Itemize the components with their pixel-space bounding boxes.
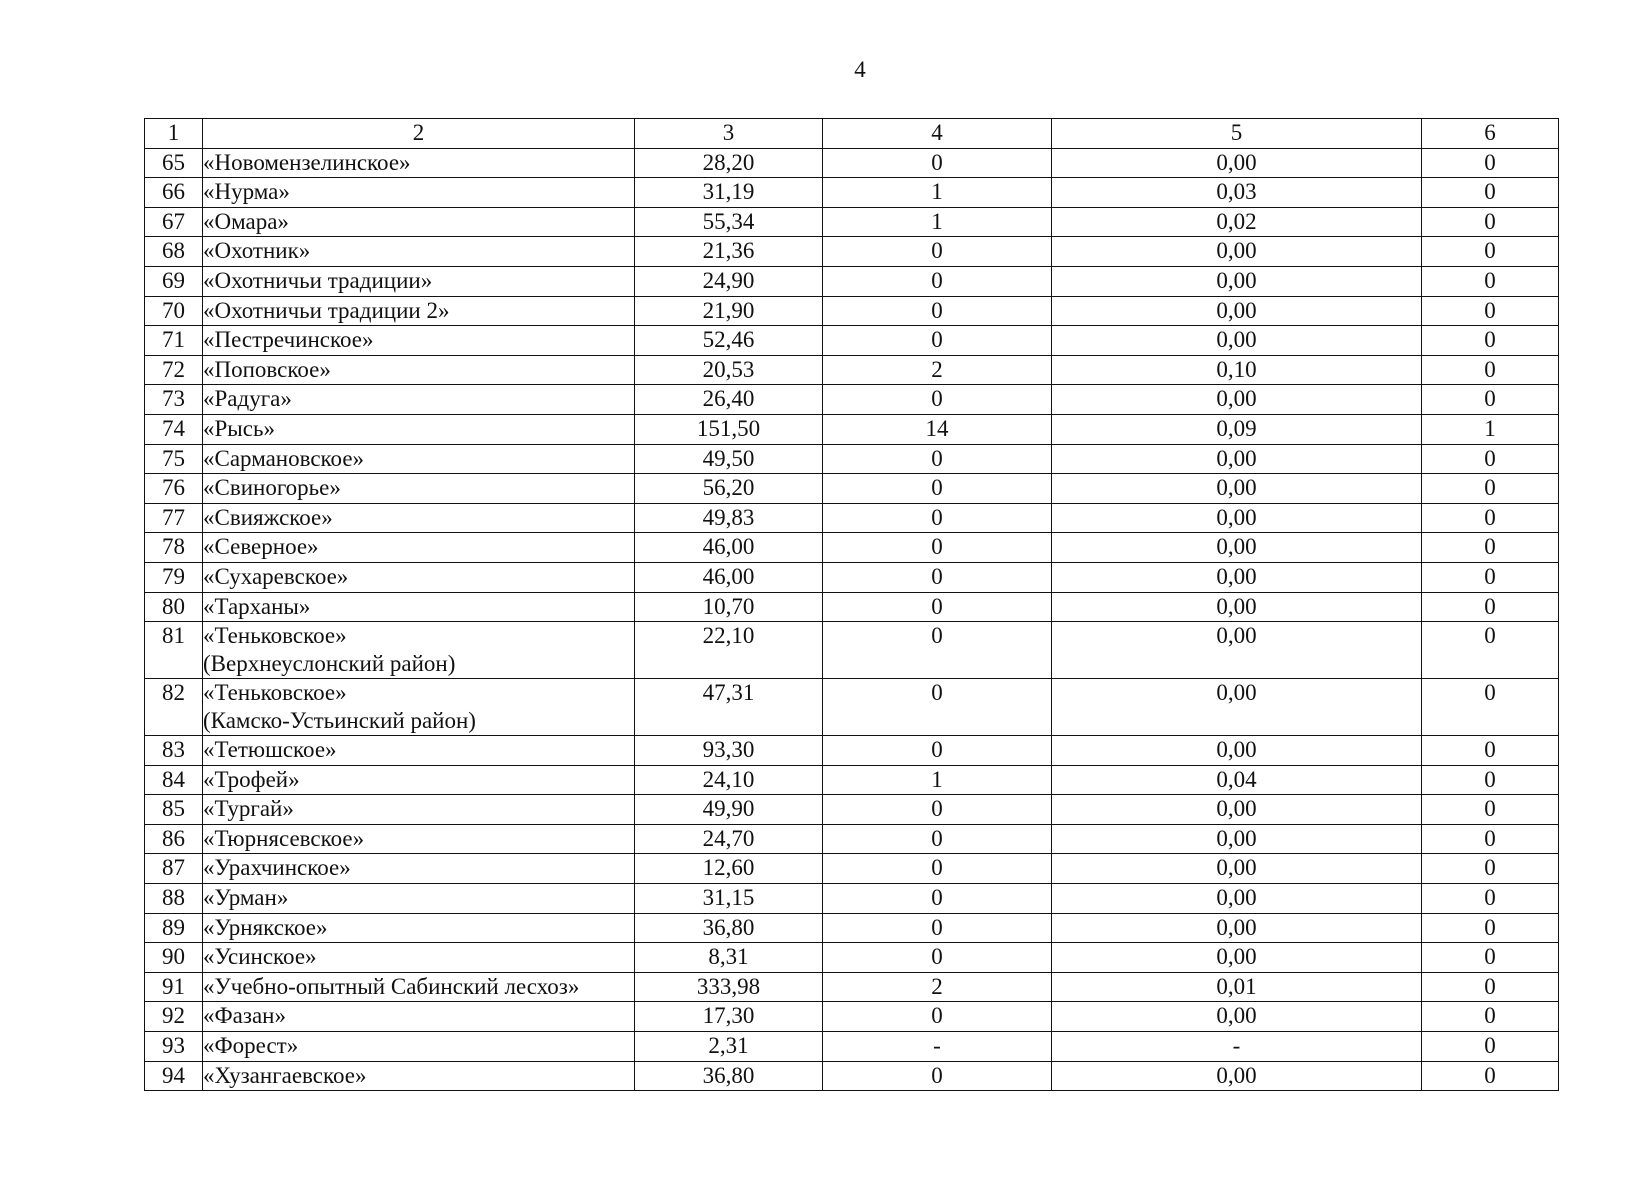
row-name-text: «Охотничьи традиции» (203, 267, 433, 293)
row-name-cell (203, 355, 635, 385)
row-col6-cell: 0 (1422, 1002, 1559, 1032)
row-name-cell (203, 943, 635, 973)
row-col5-cell: 0,00 (1052, 533, 1422, 563)
row-name-cell (203, 178, 635, 208)
row-col4-cell: 0 (823, 943, 1052, 973)
row-col3-cell: 49,90 (635, 795, 823, 825)
table-row (145, 1032, 1559, 1062)
row-col4-cell: 2 (823, 355, 1052, 385)
row-col5-cell: 0,00 (1052, 562, 1422, 592)
row-col3-cell: 2,31 (635, 1032, 823, 1062)
row-col4-cell: - (823, 1032, 1052, 1062)
row-col5-cell: 0,00 (1052, 622, 1422, 679)
row-name-text: «Свиногорье» (203, 475, 341, 501)
row-col4-cell: 0 (823, 444, 1052, 474)
row-name-cell (203, 237, 635, 267)
row-number-cell: 80 (145, 592, 203, 622)
row-col5-cell: 0,00 (1052, 266, 1422, 296)
table-header-row (145, 119, 1559, 149)
row-col5-cell: 0,00 (1052, 385, 1422, 415)
row-col4-cell: 0 (823, 503, 1052, 533)
row-col6-cell: 0 (1422, 795, 1559, 825)
row-name-text: «Тюрнясевское» (203, 825, 365, 851)
row-col5-cell: 0,00 (1052, 943, 1422, 973)
row-col3-cell: 49,83 (635, 503, 823, 533)
row-name-text: «Рысь» (203, 415, 275, 441)
row-col4-cell: 0 (823, 679, 1052, 736)
row-col5-cell: 0,02 (1052, 207, 1422, 237)
row-name-text: «Теньковское» (203, 623, 347, 649)
row-col4-cell: 0 (823, 854, 1052, 884)
header-cell-6: 6 (1422, 119, 1559, 149)
row-col5-cell: 0,00 (1052, 237, 1422, 267)
row-col3-cell: 17,30 (635, 1002, 823, 1032)
table-row (145, 444, 1559, 474)
row-name-cell (203, 1002, 635, 1032)
row-number-cell: 79 (145, 562, 203, 592)
row-name-text: «Омара» (203, 208, 289, 234)
row-name-cell (203, 148, 635, 178)
table-row (145, 592, 1559, 622)
row-name-cell (203, 503, 635, 533)
row-col4-cell: 0 (823, 913, 1052, 943)
row-name-text: «Теньковское» (203, 680, 347, 706)
row-col3-cell: 24,90 (635, 266, 823, 296)
row-col3-cell: 8,31 (635, 943, 823, 973)
row-col6-cell: 0 (1422, 296, 1559, 326)
row-number-cell: 77 (145, 503, 203, 533)
row-number-cell: 92 (145, 1002, 203, 1032)
table-row (145, 148, 1559, 178)
row-col4-cell: 0 (823, 326, 1052, 356)
row-number-cell: 76 (145, 474, 203, 504)
table-row (145, 622, 1559, 679)
row-name-text: «Сармановское» (203, 445, 365, 471)
row-col6-cell: 0 (1422, 533, 1559, 563)
row-name-text: «Форест» (203, 1033, 299, 1059)
row-col3-cell: 20,53 (635, 355, 823, 385)
row-col3-cell: 22,10 (635, 622, 823, 679)
header-cell-1: 1 (145, 119, 203, 149)
row-col6-cell: 0 (1422, 1032, 1559, 1062)
row-col3-cell: 28,20 (635, 148, 823, 178)
row-col3-cell: 31,15 (635, 884, 823, 914)
row-col5-cell: - (1052, 1032, 1422, 1062)
row-col6-cell: 0 (1422, 1061, 1559, 1091)
row-col6-cell: 0 (1422, 943, 1559, 973)
row-col6-cell: 0 (1422, 562, 1559, 592)
row-col6-cell: 0 (1422, 913, 1559, 943)
row-col3-cell: 21,36 (635, 237, 823, 267)
row-col5-cell: 0,01 (1052, 972, 1422, 1002)
row-col4-cell: 2 (823, 972, 1052, 1002)
row-col4-cell: 1 (823, 178, 1052, 208)
row-col6-cell: 0 (1422, 679, 1559, 736)
row-name-text: «Новомензелинское» (203, 149, 411, 175)
row-name-cell (203, 679, 635, 736)
row-name-text: «Сухаревское» (203, 563, 349, 589)
row-col5-cell: 0,00 (1052, 795, 1422, 825)
row-col4-cell: 0 (823, 824, 1052, 854)
row-name-cell (203, 533, 635, 563)
table-row (145, 414, 1559, 444)
row-col4-cell: 0 (823, 736, 1052, 766)
table-body (145, 119, 1559, 1091)
row-name-cell (203, 736, 635, 766)
row-col3-cell: 151,50 (635, 414, 823, 444)
row-col6-cell: 0 (1422, 474, 1559, 504)
row-col6-cell: 0 (1422, 736, 1559, 766)
row-number-cell: 91 (145, 972, 203, 1002)
table-row (145, 503, 1559, 533)
header-cell-4: 4 (823, 119, 1052, 149)
row-name-text: «Поповское» (203, 356, 331, 382)
row-col3-cell: 46,00 (635, 562, 823, 592)
row-number-cell: 75 (145, 444, 203, 474)
table-row (145, 533, 1559, 563)
row-name-cell (203, 1032, 635, 1062)
table-row (145, 972, 1559, 1002)
table-row (145, 854, 1559, 884)
row-name-subtext: (Камско-Устьинский район) (203, 708, 476, 734)
row-number-cell: 93 (145, 1032, 203, 1062)
table-row (145, 824, 1559, 854)
row-col6-cell: 0 (1422, 178, 1559, 208)
table-row (145, 913, 1559, 943)
row-number-cell: 87 (145, 854, 203, 884)
row-col4-cell: 0 (823, 296, 1052, 326)
row-col3-cell: 21,90 (635, 296, 823, 326)
table-row (145, 562, 1559, 592)
row-name-text: «Северное» (203, 534, 319, 560)
table-row (145, 679, 1559, 736)
row-col5-cell: 0,00 (1052, 884, 1422, 914)
row-number-cell: 67 (145, 207, 203, 237)
row-number-cell: 89 (145, 913, 203, 943)
table-row (145, 943, 1559, 973)
row-name-cell (203, 854, 635, 884)
row-col3-cell: 93,30 (635, 736, 823, 766)
row-col6-cell: 0 (1422, 824, 1559, 854)
row-col3-cell: 12,60 (635, 854, 823, 884)
row-number-cell: 74 (145, 414, 203, 444)
row-col3-cell: 31,19 (635, 178, 823, 208)
table-row (145, 1061, 1559, 1091)
row-number-cell: 71 (145, 326, 203, 356)
row-name-cell (203, 385, 635, 415)
row-col3-cell: 55,34 (635, 207, 823, 237)
row-name-subtext: (Верхнеуслонский район) (203, 651, 456, 677)
row-number-cell: 66 (145, 178, 203, 208)
row-col5-cell: 0,00 (1052, 1061, 1422, 1091)
row-number-cell: 69 (145, 266, 203, 296)
row-name-text: «Урман» (203, 885, 289, 911)
row-number-cell: 78 (145, 533, 203, 563)
row-col4-cell: 0 (823, 474, 1052, 504)
row-number-cell: 84 (145, 765, 203, 795)
row-col6-cell: 0 (1422, 237, 1559, 267)
row-col5-cell: 0,00 (1052, 444, 1422, 474)
row-col4-cell: 14 (823, 414, 1052, 444)
row-col4-cell: 0 (823, 237, 1052, 267)
row-number-cell: 68 (145, 237, 203, 267)
row-name-cell (203, 207, 635, 237)
row-col5-cell: 0,00 (1052, 326, 1422, 356)
row-col4-cell: 0 (823, 1002, 1052, 1032)
row-name-cell (203, 622, 635, 679)
row-name-text: «Охотник» (203, 238, 311, 264)
row-number-cell: 72 (145, 355, 203, 385)
row-col3-cell: 24,70 (635, 824, 823, 854)
row-col4-cell: 1 (823, 207, 1052, 237)
row-col3-cell: 36,80 (635, 1061, 823, 1091)
row-col6-cell: 0 (1422, 444, 1559, 474)
row-col4-cell: 0 (823, 884, 1052, 914)
row-col3-cell: 24,10 (635, 765, 823, 795)
row-col3-cell: 26,40 (635, 385, 823, 415)
row-number-cell: 83 (145, 736, 203, 766)
row-col5-cell: 0,04 (1052, 765, 1422, 795)
row-col5-cell: 0,10 (1052, 355, 1422, 385)
row-number-cell: 81 (145, 622, 203, 679)
table-row (145, 266, 1559, 296)
table-row (145, 765, 1559, 795)
table-row (145, 178, 1559, 208)
row-col6-cell: 0 (1422, 854, 1559, 884)
row-col3-cell: 49,50 (635, 444, 823, 474)
row-col5-cell: 0,00 (1052, 679, 1422, 736)
row-number-cell: 85 (145, 795, 203, 825)
data-table (144, 118, 1559, 1091)
row-col6-cell: 0 (1422, 622, 1559, 679)
row-number-cell: 70 (145, 296, 203, 326)
row-number-cell: 88 (145, 884, 203, 914)
row-col4-cell: 0 (823, 533, 1052, 563)
row-col5-cell: 0,00 (1052, 736, 1422, 766)
row-col5-cell: 0,09 (1052, 414, 1422, 444)
row-col6-cell: 0 (1422, 385, 1559, 415)
row-number-cell: 65 (145, 148, 203, 178)
table-row (145, 207, 1559, 237)
row-name-cell (203, 474, 635, 504)
row-name-text: «Радуга» (203, 386, 292, 412)
row-col6-cell: 0 (1422, 207, 1559, 237)
row-col3-cell: 46,00 (635, 533, 823, 563)
header-cell-2: 2 (203, 119, 635, 149)
row-col6-cell: 1 (1422, 414, 1559, 444)
row-number-cell: 94 (145, 1061, 203, 1091)
row-number-cell: 86 (145, 824, 203, 854)
row-col4-cell: 0 (823, 266, 1052, 296)
row-name-cell (203, 296, 635, 326)
row-col4-cell: 0 (823, 795, 1052, 825)
row-col5-cell: 0,00 (1052, 296, 1422, 326)
row-col5-cell: 0,00 (1052, 503, 1422, 533)
row-col5-cell: 0,00 (1052, 592, 1422, 622)
row-name-text: «Нурма» (203, 179, 290, 205)
row-name-text: «Урнякское» (203, 914, 328, 940)
table-row (145, 736, 1559, 766)
row-col3-cell: 47,31 (635, 679, 823, 736)
table-row (145, 326, 1559, 356)
header-cell-5: 5 (1052, 119, 1422, 149)
row-name-text: «Учебно-опытный Сабинский лесхоз» (203, 973, 580, 999)
row-col6-cell: 0 (1422, 326, 1559, 356)
row-col5-cell: 0,00 (1052, 474, 1422, 504)
row-number-cell: 90 (145, 943, 203, 973)
row-col4-cell: 1 (823, 765, 1052, 795)
row-col4-cell: 0 (823, 592, 1052, 622)
row-name-cell (203, 414, 635, 444)
table-row (145, 884, 1559, 914)
row-col3-cell: 333,98 (635, 972, 823, 1002)
row-name-text: «Трофей» (203, 766, 300, 792)
row-name-text: «Урахчинское» (203, 855, 351, 881)
row-col6-cell: 0 (1422, 972, 1559, 1002)
row-col3-cell: 36,80 (635, 913, 823, 943)
table-row (145, 1002, 1559, 1032)
row-name-cell (203, 972, 635, 1002)
row-name-text: «Фазан» (203, 1003, 286, 1029)
row-name-text: «Свияжское» (203, 504, 333, 530)
row-name-cell (203, 266, 635, 296)
row-name-cell (203, 913, 635, 943)
row-col6-cell: 0 (1422, 765, 1559, 795)
row-name-cell (203, 884, 635, 914)
table-row (145, 237, 1559, 267)
header-cell-3: 3 (635, 119, 823, 149)
row-number-cell: 82 (145, 679, 203, 736)
row-col4-cell: 0 (823, 148, 1052, 178)
row-col6-cell: 0 (1422, 266, 1559, 296)
row-col6-cell: 0 (1422, 592, 1559, 622)
row-number-cell: 73 (145, 385, 203, 415)
row-col5-cell: 0,03 (1052, 178, 1422, 208)
row-col5-cell: 0,00 (1052, 1002, 1422, 1032)
row-name-cell (203, 795, 635, 825)
table-row (145, 296, 1559, 326)
row-col5-cell: 0,00 (1052, 854, 1422, 884)
page-number: 4 (854, 57, 866, 82)
row-name-text: «Тетюшское» (203, 737, 337, 763)
row-col4-cell: 0 (823, 1061, 1052, 1091)
row-name-cell (203, 824, 635, 854)
row-col3-cell: 52,46 (635, 326, 823, 356)
row-name-cell (203, 592, 635, 622)
table-row (145, 385, 1559, 415)
row-name-text: «Тарханы» (203, 593, 311, 619)
row-name-text: «Тургай» (203, 796, 294, 822)
row-name-cell (203, 562, 635, 592)
row-col5-cell: 0,00 (1052, 824, 1422, 854)
row-col6-cell: 0 (1422, 355, 1559, 385)
row-col3-cell: 56,20 (635, 474, 823, 504)
row-name-cell (203, 765, 635, 795)
row-col6-cell: 0 (1422, 884, 1559, 914)
row-name-text: «Усинское» (203, 944, 317, 970)
row-name-text: «Охотничьи традиции 2» (203, 297, 450, 323)
row-name-cell (203, 444, 635, 474)
row-name-text: «Хузангаевское» (203, 1062, 367, 1088)
row-col4-cell: 0 (823, 622, 1052, 679)
row-name-cell (203, 326, 635, 356)
row-col5-cell: 0,00 (1052, 148, 1422, 178)
row-col6-cell: 0 (1422, 503, 1559, 533)
row-col6-cell: 0 (1422, 148, 1559, 178)
table-row (145, 795, 1559, 825)
row-col4-cell: 0 (823, 385, 1052, 415)
row-col3-cell: 10,70 (635, 592, 823, 622)
row-name-cell (203, 1061, 635, 1091)
row-name-text: «Пестречинское» (203, 327, 374, 353)
table-row (145, 474, 1559, 504)
row-col5-cell: 0,00 (1052, 913, 1422, 943)
table-row (145, 355, 1559, 385)
row-col4-cell: 0 (823, 562, 1052, 592)
